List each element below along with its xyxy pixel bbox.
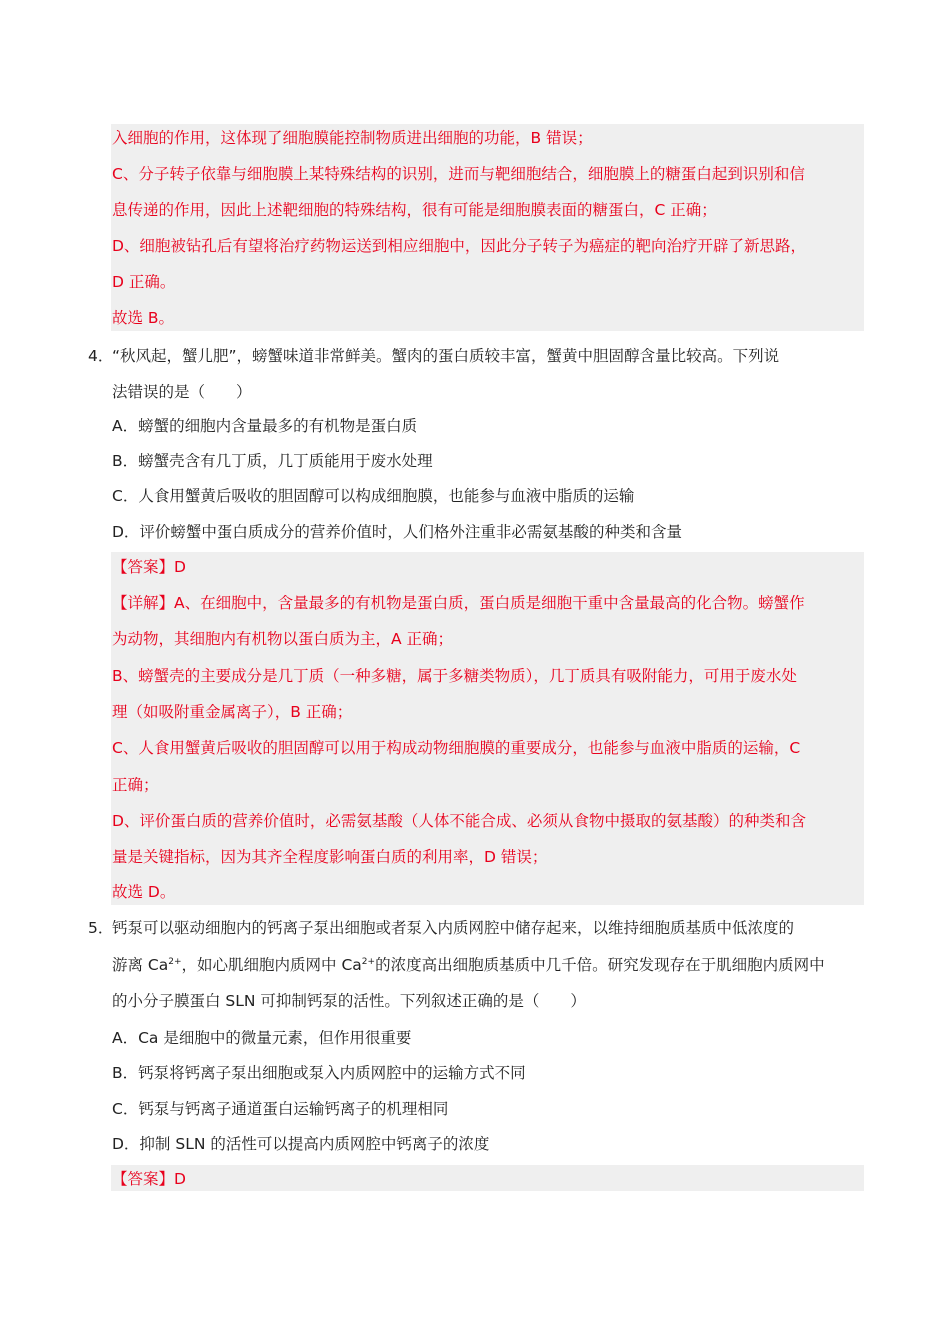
q4-option-b: B．螃蟹壳含有几丁质，几丁质能用于废水处理 [112,452,433,470]
q4-analysis-line: D、评价蛋白质的营养价值时，必需氨基酸（人体不能合成、必须从食物中摄取的氨基酸）的种类和含 [112,812,806,830]
q4-analysis-line: 故选 D。 [112,883,176,901]
q4-option-c: C．人食用蟹黄后吸收的胆固醇可以构成细胞膜，也能参与血液中脂质的运输 [112,487,635,505]
q4-option-d: D．评价螃蟹中蛋白质成分的营养价值时，人们格外注重非必需氨基酸的种类和含量 [112,523,682,541]
q5-stem-line: 游离 $Ca^{2+}$，如心肌细胞内质网中 $Ca^{2+}$的浓度高出细胞质基质中几千倍。研究发现存在于肌细胞内质网中 [112,956,825,974]
q5-stem-line: 钙泵可以驱动细胞内的钙离子泵出细胞或者泵入内质网腔中储存起来，以维持细胞质基质中低浓度的 [112,919,795,937]
q5-option-c: C．钙泵与钙离子通道蛋白运输钙离子的机理相同 [112,1100,449,1118]
q4-analysis-line: 量是关键指标，因为其齐全程度影响蛋白质的利用率，D 错误； [112,848,548,866]
q5-option-d: D．抑制 SLN 的活性可以提高内质网腔中钙离子的浓度 [112,1135,490,1153]
q5-number: 5． [88,919,114,937]
q3-analysis-block [111,124,864,331]
q4-analysis-line: 【详解】A、在细胞中，含量最多的有机物是蛋白质，蛋白质是细胞干重中含量最高的化合物。螃蟹作 [112,594,805,612]
q3-analysis-line: D 正确。 [112,273,176,291]
q4-analysis-line: 为动物，其细胞内有机物以蛋白质为主，A 正确； [112,630,454,648]
q3-analysis-line: D、细胞被钻孔后有望将治疗药物运送到相应细胞中，因此分子转子为癌症的靶向治疗开辟了新思路， [112,237,806,255]
q4-option-a: A．螃蟹的细胞内含量最多的有机物是蛋白质 [112,417,418,435]
q4-number: 4． [88,347,114,365]
q5-answer-block [111,1165,864,1191]
q3-analysis-line: 入细胞的作用，这体现了细胞膜能控制物质进出细胞的功能，B 错误； [112,129,593,147]
q5-option-a: A．Ca 是细胞中的微量元素，但作用很重要 [112,1029,412,1047]
q3-analysis-line: C、分子转子依靠与细胞膜上某特殊结构的识别，进而与靶细胞结合，细胞膜上的糖蛋白起到识别和信 [112,165,805,183]
q4-analysis-line: C、人食用蟹黄后吸收的胆固醇可以用于构成动物细胞膜的重要成分，也能参与血液中脂质的运输，C [112,739,801,757]
q3-analysis-line: 故选 B。 [112,309,175,327]
q4-stem-line: 法错误的是（ ） [112,383,252,401]
q4-answer: 【答案】D [112,558,186,576]
q4-analysis-line: 正确； [112,776,159,794]
q4-stem-line: “秋风起，蟹儿肥”，螃蟹味道非常鲜美。蟹肉的蛋白质较丰富，蟹黄中胆固醇含量比较高。下列说 [112,347,780,365]
q5-answer: 【答案】D [112,1170,186,1188]
q5-option-b: B．钙泵将钙离子泵出细胞或泵入内质网腔中的运输方式不同 [112,1064,526,1082]
q3-analysis-line: 息传递的作用，因此上述靶细胞的特殊结构，很有可能是细胞膜表面的糖蛋白，C 正确； [112,201,717,219]
q5-stem-line: 的小分子膜蛋白 SLN 可抑制钙泵的活性。下列叙述正确的是（ ） [112,992,586,1010]
q4-analysis-line: 理（如吸附重金属离子），B 正确； [112,703,353,721]
q4-analysis-line: B、螃蟹壳的主要成分是几丁质（一种多糖，属于多糖类物质），几丁质具有吸附能力，可用于废水处 [112,667,797,685]
